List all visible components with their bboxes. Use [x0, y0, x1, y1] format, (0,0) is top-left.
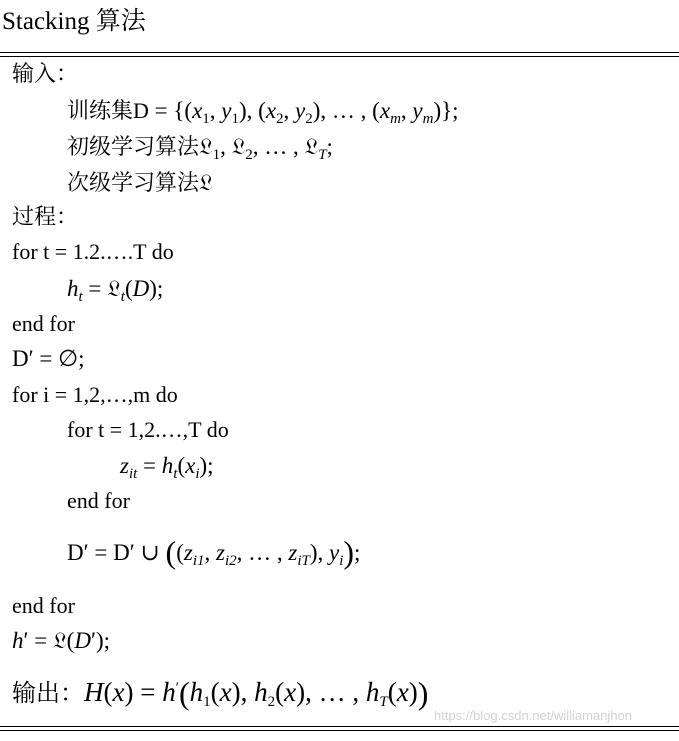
primary-learners-line	[67, 133, 333, 161]
bottom-rule	[0, 726, 679, 727]
top-rule-second	[0, 56, 679, 57]
watermark-url: https://blog.csdn.net/williamanjhon	[434, 708, 633, 723]
primary-learners-formula: 𝔏$_1$, 𝔏$_2$, … , 𝔏$_T$;	[199, 134, 333, 163]
output-line	[12, 675, 429, 711]
bottom-rule-second	[0, 730, 679, 731]
primary-learners-label: 初级学习算法	[67, 134, 200, 159]
secondary-learner-line	[67, 169, 213, 197]
compute-z-line: $z_{it} = h_t(x_i)$;	[120, 453, 214, 482]
training-set-label: 训练集D	[67, 98, 149, 123]
secondary-learner-label: 次级学习算法	[67, 170, 200, 195]
training-set-line	[67, 97, 459, 125]
training-set-formula: = {($x_1$, $y_1$), ($x_2$, $y_2$), … , ($x_m$, $y_m$)};	[148, 98, 459, 127]
dataset-update-line: D′ = D′ ∪ (($z_{i1}$, $z_{i2}$, … , $z_{iT}$), $y_i$);	[67, 534, 361, 570]
train-secondary-learner-line: h′ = 𝔏(D′);	[12, 628, 111, 654]
output-label: 输出：	[12, 681, 84, 707]
output-formula: $H(x) = h'(h_1(x)$, $h_2(x)$, … , $h_T(x)$)	[84, 675, 429, 711]
train-primary-learner-line: $h_t$ = 𝔏$_t$(D);	[67, 276, 164, 305]
for-i-header: for i = 1,2,…,m do	[12, 382, 178, 407]
end-for-inner: end for	[67, 488, 130, 513]
end-for-i: end for	[12, 593, 75, 618]
input-label: 输入：	[12, 61, 79, 86]
top-rule	[0, 52, 679, 53]
end-for-t: end for	[12, 311, 75, 336]
for-t-inner-header: for t = 1,2.…,T do	[67, 417, 229, 442]
algorithm-title: Stacking 算法	[2, 8, 146, 35]
init-new-dataset-line: D′ = ∅;	[12, 346, 85, 371]
process-label: 过程：	[12, 204, 79, 229]
for-t-header: for t = 1.2.….T do	[12, 239, 174, 264]
secondary-learner-symbol: 𝔏	[199, 170, 213, 196]
